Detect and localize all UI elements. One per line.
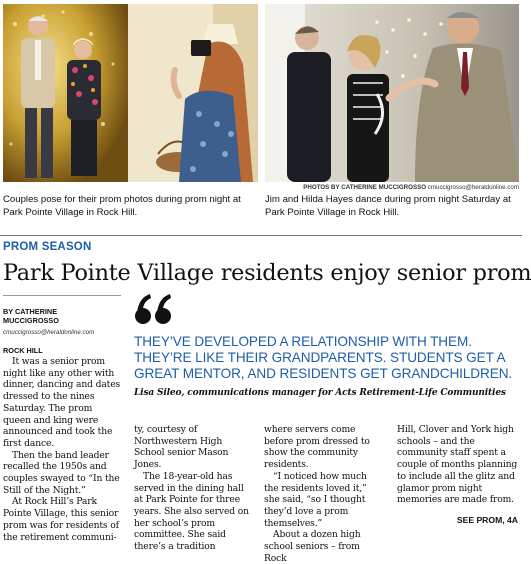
byline-name: MUCCIGROSSO <box>3 316 59 325</box>
photo-credit <box>265 184 519 191</box>
article-column-1 <box>3 356 122 543</box>
article-column-3 <box>264 424 384 564</box>
section-kicker: PROM SEASON <box>3 241 92 253</box>
byline-prefix: BY CATHERINE <box>3 307 58 316</box>
photo-credit-name: PHOTOS BY CATHERINE MUCCIGROSSO <box>303 184 427 191</box>
article-column-2 <box>134 424 252 553</box>
photo-caption-right: Jim and Hilda Hayes dance during prom night Saturday at Park Pointe Village in Rock Hill. <box>265 194 511 218</box>
photo-caption-left: Couples pose for their prom photos during prom night at Park Pointe Village in Rock Hill. <box>3 194 241 218</box>
quote-mark-icon <box>134 292 174 326</box>
paragraph: ty, courtesy of Northwestern High School senior Mason Jones. <box>134 424 229 471</box>
jump-line: SEE PROM, 4A <box>456 515 518 525</box>
paragraph: Then the band leader recalled the 1950s and couples swayed to “In the Still of the Night.” <box>3 449 120 496</box>
photo-credit-email: cmuccigrosso@heraldonline.com <box>427 184 519 191</box>
paragraph: The 18-year-old has served in the dining hall at Park Pointe for three years. She also served on her school’s prom committee. She said there’s a tradition <box>134 470 249 553</box>
headline: Park Pointe Village residents enjoy senior prom <box>3 260 531 286</box>
paragraph: At Rock Hill’s Park Pointe Village, this senior prom was for residents of the retirement communi- <box>3 496 119 543</box>
article-column-4 <box>397 424 519 514</box>
paragraph: where servers come before prom dressed to show the community residents. <box>264 424 370 471</box>
byline <box>3 307 121 325</box>
pull-quote: THEY’VE DEVELOPED A RELATIONSHIP WITH THEM. THEY’RE LIKE THEIR GRANDPARENTS. STUDENTS GET A GREAT MENTOR, AND RESIDENTS GET GRANDCHILDREN. <box>134 334 513 382</box>
prom-photo-couple-dancing <box>265 4 519 182</box>
paragraph: About a dozen high school seniors – from Rock <box>264 529 361 564</box>
paragraph: “I noticed how much the residents loved it,” she said, “so I thought they’d love a prom themselves.” <box>264 470 367 529</box>
byline-email: cmuccigrosso@heraldonline.com <box>3 329 95 336</box>
section-divider <box>0 235 522 236</box>
prom-photo-couples-posing <box>3 4 258 182</box>
byline-rule <box>3 295 121 296</box>
pull-quote-attribution: Lisa Sileo, communications manager for Acts Retirement-Life Communities <box>134 388 506 398</box>
paragraph: Hill, Clover and York high schools – and the community staff spent a couple of months planning to include all the glitz and glamor prom night memories are made from. <box>397 424 518 506</box>
dateline: ROCK HILL <box>3 346 43 355</box>
paragraph: It was a senior prom night like any other with dinner, dancing and dates dressed to the nines Saturday. The prom queen and king were announced and took the first dance. <box>3 356 121 449</box>
